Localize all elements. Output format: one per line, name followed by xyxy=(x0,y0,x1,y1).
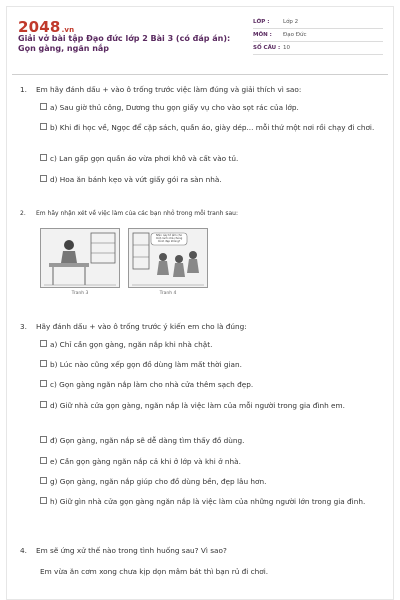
speech-bubble-text: Nhìn này tớ làm cho một cách nhà chúng mình đẹp không? xyxy=(155,234,183,243)
checkbox[interactable] xyxy=(40,103,47,110)
illustration-3 xyxy=(40,228,120,288)
meta-key: MÔN : xyxy=(253,32,272,38)
meta-row-class xyxy=(253,16,383,29)
meta-key: LỚP : xyxy=(253,19,270,25)
option-text: a) Sau giờ thủ công, Dương thu gọn giấy vụ cho vào sọt rác của lớp. xyxy=(50,103,299,112)
question-text: Hãy đánh dấu + vào ô trống trước ý kiến em cho là đúng: xyxy=(36,322,247,331)
logo-tld: .vn xyxy=(61,26,75,34)
question-text: Em hãy đánh dấu + vào ô trống trước việc làm đúng và giải thích vì sao: xyxy=(36,85,302,94)
option-text: d) Giữ nhà cửa gọn gàng, ngăn nắp là việc làm của mỗi người trong gia đình em. xyxy=(50,401,345,410)
checkbox[interactable] xyxy=(40,360,47,367)
meta-value: Đạo Đức xyxy=(283,32,307,38)
meta-row-subject xyxy=(253,29,383,42)
option-text: đ) Gọn gàng, ngăn nắp sẽ dễ dàng tìm thấy đồ dùng. xyxy=(50,436,245,445)
document-header xyxy=(18,12,382,70)
caption-4: Tranh 4 xyxy=(159,291,177,296)
question-3 xyxy=(20,321,247,333)
document-title: Giải vở bài tập Đạo đức lớp 2 Bài 3 (có đáp án): Gọn gàng, ngăn nắp xyxy=(18,34,231,53)
caption-3: Tranh 3 xyxy=(71,291,89,296)
checkbox[interactable] xyxy=(40,497,47,504)
question-4 xyxy=(20,545,227,557)
q3-option-h xyxy=(40,496,380,508)
meta-row-count xyxy=(253,42,383,55)
logo-main: 2048 xyxy=(18,18,61,36)
q1-option-b xyxy=(40,122,380,134)
checkbox[interactable] xyxy=(40,380,47,387)
checkbox[interactable] xyxy=(40,457,47,464)
checkbox[interactable] xyxy=(40,175,47,182)
meta-value: 10 xyxy=(283,45,290,51)
q3-option-dd xyxy=(40,435,380,447)
option-text: b) Khi đi học về, Ngọc để cặp sách, quần áo, giày dép... mỗi thứ một nơi rồi chạy đi chơi. xyxy=(50,123,375,132)
meta-value: Lớp 2 xyxy=(283,19,299,25)
option-text: g) Gọn gàng, ngăn nắp giúp cho đồ dùng bền, đẹp lâu hơn. xyxy=(50,477,267,486)
question-number: 2. xyxy=(20,210,26,217)
q3-option-e xyxy=(40,456,380,468)
q3-option-b xyxy=(40,359,380,371)
question-text: Em sẽ ứng xử thế nào trong tình huống sau? Vì sao? xyxy=(36,546,227,555)
option-text: e) Cần gọn gàng ngăn nắp cả khi ở lớp và khi ở nhà. xyxy=(50,457,241,466)
option-text: c) Lan gấp gọn quần áo vừa phơi khô và cất vào tủ. xyxy=(50,154,239,163)
checkbox[interactable] xyxy=(40,436,47,443)
q3-option-g xyxy=(40,476,380,488)
question-1 xyxy=(20,84,301,96)
option-text: a) Chỉ cần gọn gàng, ngăn nắp khi nhà chật. xyxy=(50,340,213,349)
illustration-3-drawing xyxy=(41,229,119,287)
question-number: 1. xyxy=(20,85,27,94)
question-text: Em hãy nhận xét về việc làm của các bạn nhỏ trong mỗi tranh sau: xyxy=(36,210,238,217)
q1-option-a xyxy=(40,102,380,114)
checkbox[interactable] xyxy=(40,340,47,347)
question-2 xyxy=(20,208,238,220)
q4-situation: Em vừa ăn cơm xong chưa kịp dọn mâm bát thì bạn rủ đi chơi. xyxy=(40,567,269,576)
option-text: c) Gọn gàng ngăn nắp làm cho nhà cửa thêm sạch đẹp. xyxy=(50,380,254,389)
q1-option-c xyxy=(40,153,380,165)
q3-option-a xyxy=(40,339,380,351)
meta-table xyxy=(253,16,383,55)
checkbox[interactable] xyxy=(40,154,47,161)
question-number: 3. xyxy=(20,322,27,331)
option-text: b) Lúc nào cũng xếp gọn đồ dùng làm mất thời gian. xyxy=(50,360,242,369)
question-number: 4. xyxy=(20,546,27,555)
checkbox[interactable] xyxy=(40,123,47,130)
option-text: d) Hoa ăn bánh kẹo và vứt giấy gói ra sàn nhà. xyxy=(50,175,222,184)
q3-option-c xyxy=(40,379,380,391)
illustration-4 xyxy=(128,228,208,288)
q3-option-d xyxy=(40,400,380,412)
checkbox[interactable] xyxy=(40,401,47,408)
checkbox[interactable] xyxy=(40,477,47,484)
q1-option-d xyxy=(40,174,380,186)
option-text: h) Giữ gìn nhà cửa gọn gàng ngăn nắp là việc làm của những người lớn trong gia đình. xyxy=(50,497,366,506)
header-divider xyxy=(12,74,388,75)
meta-key: SỐ CÂU : xyxy=(253,45,281,51)
